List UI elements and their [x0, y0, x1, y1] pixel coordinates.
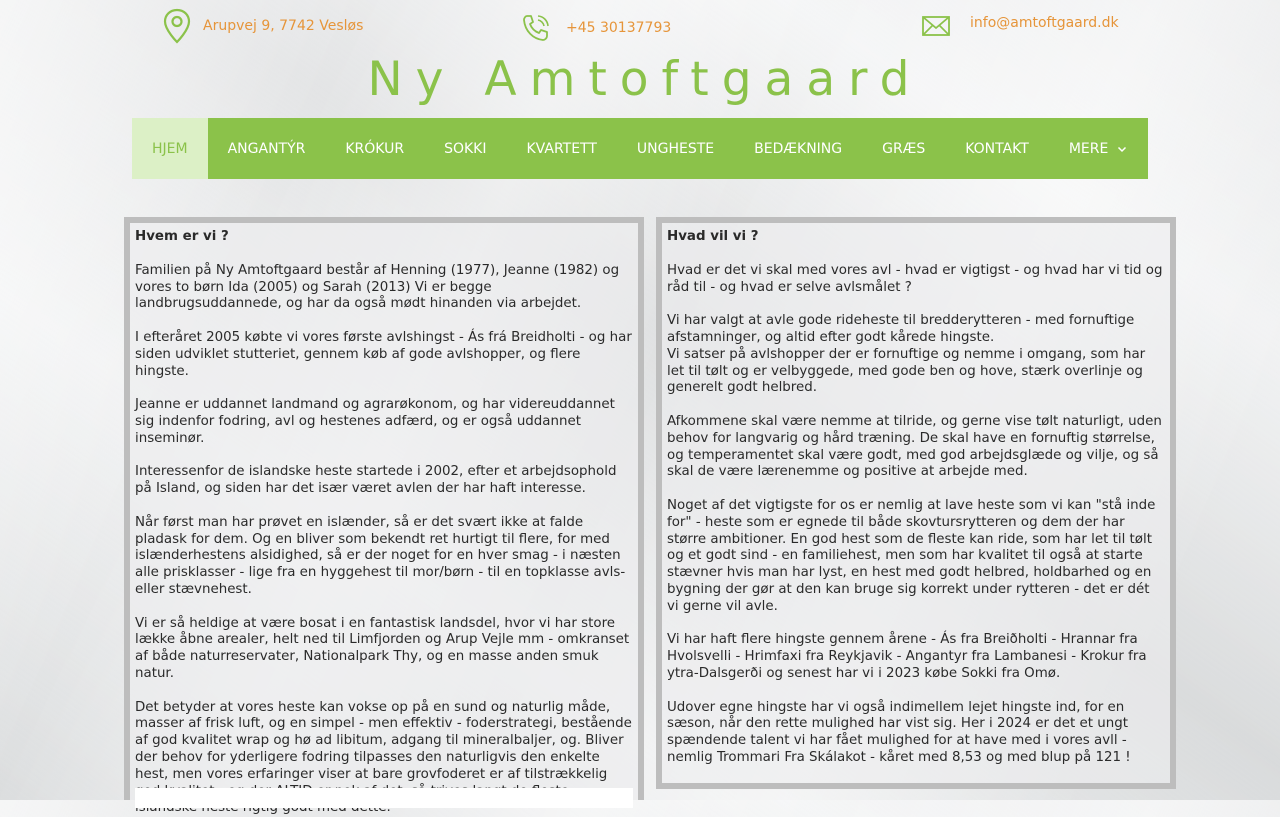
main-navigation — [132, 118, 1148, 179]
contact-email[interactable] — [920, 12, 1119, 40]
what-do-we-want-panel — [656, 217, 1176, 789]
nav-label: KVARTETT — [526, 140, 597, 157]
paragraph: Vi har valgt at avle gode rideheste til bredderytteren - med fornuftige afstamninger, og altid efter godt kårede hingste. Vi satser på avlshopper der er fornuftige og nemme i omgang, som har let til tølt og er velbyggede, med gode ben og hove, stærk overlinje og generelt godt helbred. — [667, 313, 1146, 396]
paragraph: Vi har haft flere hingste gennem årene - Ás fra Breiðholti - Hrannar fra Hvolsvelli - Hrimfaxi fra Reykjavik - Angantyr fra Lambanesi - Krokur fra ytra-Dalsgerði og senest har vi i 2023 købe Sokki fra Omø. — [667, 632, 1147, 681]
nav-label: ANGANTÝR — [227, 140, 306, 157]
paragraph: Noget af det vigtigste for os er nemlig at lave heste som vi kan "stå inde for" - heste som er egnede til både skovtursrytteren og dem der har større ambitioner. En god hest som de fleste kan ride, som har let til tølt og et godt sind - en familiehest, men som har kvalitet til også at starte stævner hvis man har lyst, en hest med godt helbred, holdbarhed og en bygning der gør at den kan bruge sig korrekt under rytteren - det er dét vi gerne vil avle. — [667, 497, 1156, 614]
nav-label: BEDÆKNING — [754, 140, 843, 157]
paragraph: Det betyder at vores heste kan vokse op på en sund og naturlig måde, masser af frisk luft, og en simpel - men effektiv - foderstrategi, bestående af god kvalitet wrap og hø ad libitum, adgang til mineralbaljer, og. Bliver der behov for yderligere fodring tilpasses den naturligvis den enkelte hest, men vores erfaringer viser at bare grovfoderet er af tilstrækkelig — [135, 699, 632, 782]
nav-item-mere[interactable] — [1049, 118, 1149, 179]
paragraph: Jeanne er uddannet landmand og agrarøkonom, og har videreuddannet sig indenfor fodring, avl og hestenes adfærd, og er også uddannet inseminør. — [135, 397, 615, 446]
paragraph: Interessenfor de islandske heste startede i 2002, efter et arbejdsophold på Island, og siden har det især været avlen der har haft interesse. — [135, 464, 617, 497]
nav-item-krokur[interactable] — [325, 118, 424, 179]
panel-heading: Hvem er vi ? — [135, 229, 229, 244]
site-title[interactable]: Ny Amtoftgaard — [367, 52, 923, 107]
paragraph: Familien på Ny Amtoftgaard består af Henning (1977), Jeanne (1982) og vores to børn Ida (2005) og Sarah (2013) Vi er begge landbrugsuddannede, og har da også mødt hinanden via arbejdet. — [135, 262, 620, 312]
nav-item-kvartett[interactable] — [507, 118, 617, 179]
nav-label: GRÆS — [882, 140, 926, 157]
location-pin-icon — [160, 8, 194, 44]
nav-item-bedaekning[interactable] — [734, 118, 862, 179]
paragraph: Hvad er det vi skal med vores avl - hvad er vigtigst - og hvad har vi tid og råd til - og hvad er selve avlsmålet ? — [667, 262, 1163, 295]
nav-label: MERE — [1068, 140, 1109, 157]
nav-label: UNGHESTE — [636, 140, 715, 157]
contact-address[interactable] — [160, 8, 363, 44]
who-are-we-panel — [124, 217, 644, 800]
panel-image — [135, 788, 633, 808]
chevron-down-icon — [1116, 143, 1128, 155]
nav-label: KONTAKT — [965, 140, 1029, 157]
paragraph: Udover egne hingste har vi også indimellem lejet hingste ind, for en sæson, når den rette mulighed har vist sig. Her i 2024 er det et ungt spændende talent vi har fået mulighed for at have med i vores avll - nemlig Trommari Fra Skálakot - kåret med 8,53 og med blup på 121 ! — [667, 699, 1131, 765]
contact-phone[interactable] — [520, 12, 671, 44]
nav-label: HJEM — [152, 140, 188, 157]
panel-heading: Hvad vil vi ? — [667, 229, 759, 244]
paragraph: Når først man har prøvet en islænder, så er det svært ikke at falde pladask for dem. Og en bliver som bekendt ret hurtigt til flere, for med islænderhestens alsidighed, så er der noget for en hver smag - i næsten alle prisklasser - lige fra en hyggehest til mor/børn - til en topklasse avls- eller stævnehest. — [135, 514, 626, 597]
nav-item-hjem[interactable] — [132, 118, 208, 179]
nav-item-angantyr[interactable] — [208, 118, 326, 179]
email-link[interactable]: info@amtoftgaard.dk — [970, 15, 1119, 31]
contact-bar — [0, 0, 1280, 50]
nav-label: KRÓKUR — [345, 140, 405, 157]
nav-label: SOKKI — [444, 140, 487, 157]
envelope-icon — [920, 12, 952, 40]
nav-item-ungheste[interactable] — [617, 118, 734, 179]
paragraph: Afkommene skal være nemme at tilride, og gerne vise tølt naturligt, uden behov for langvarig og hård træning. De skal have en fornuftig størrelse, og temperamentet skal være godt, med god arbejdsglæde og vilje, og så skal de være lærenemme og positive at arbejde med. — [667, 413, 1162, 480]
nav-item-graes[interactable] — [862, 118, 945, 179]
paragraph: I efteråret 2005 købte vi vores første avlshingst - Ás frá Breidholti - og har siden udviklet stutteriet, gennem køb af gode avlshopper, og flere hingste. — [135, 329, 632, 379]
phone-icon — [520, 12, 552, 44]
paragraph: Vi er så heldige at være bosat i en fantastisk landsdel, hvor vi har store lække åbne arealer, helt ned til Limfjorden og Arup Vejle mm - omkranset af både naturreservater, Nationalpark Thy, og en masse anden smuk natur. — [135, 615, 630, 681]
address-text: Arupvej 9, 7742 Vesløs — [203, 18, 364, 34]
nav-item-kontakt[interactable] — [945, 118, 1049, 179]
nav-item-sokki[interactable] — [424, 118, 506, 179]
phone-text: +45 30137793 — [566, 20, 672, 36]
